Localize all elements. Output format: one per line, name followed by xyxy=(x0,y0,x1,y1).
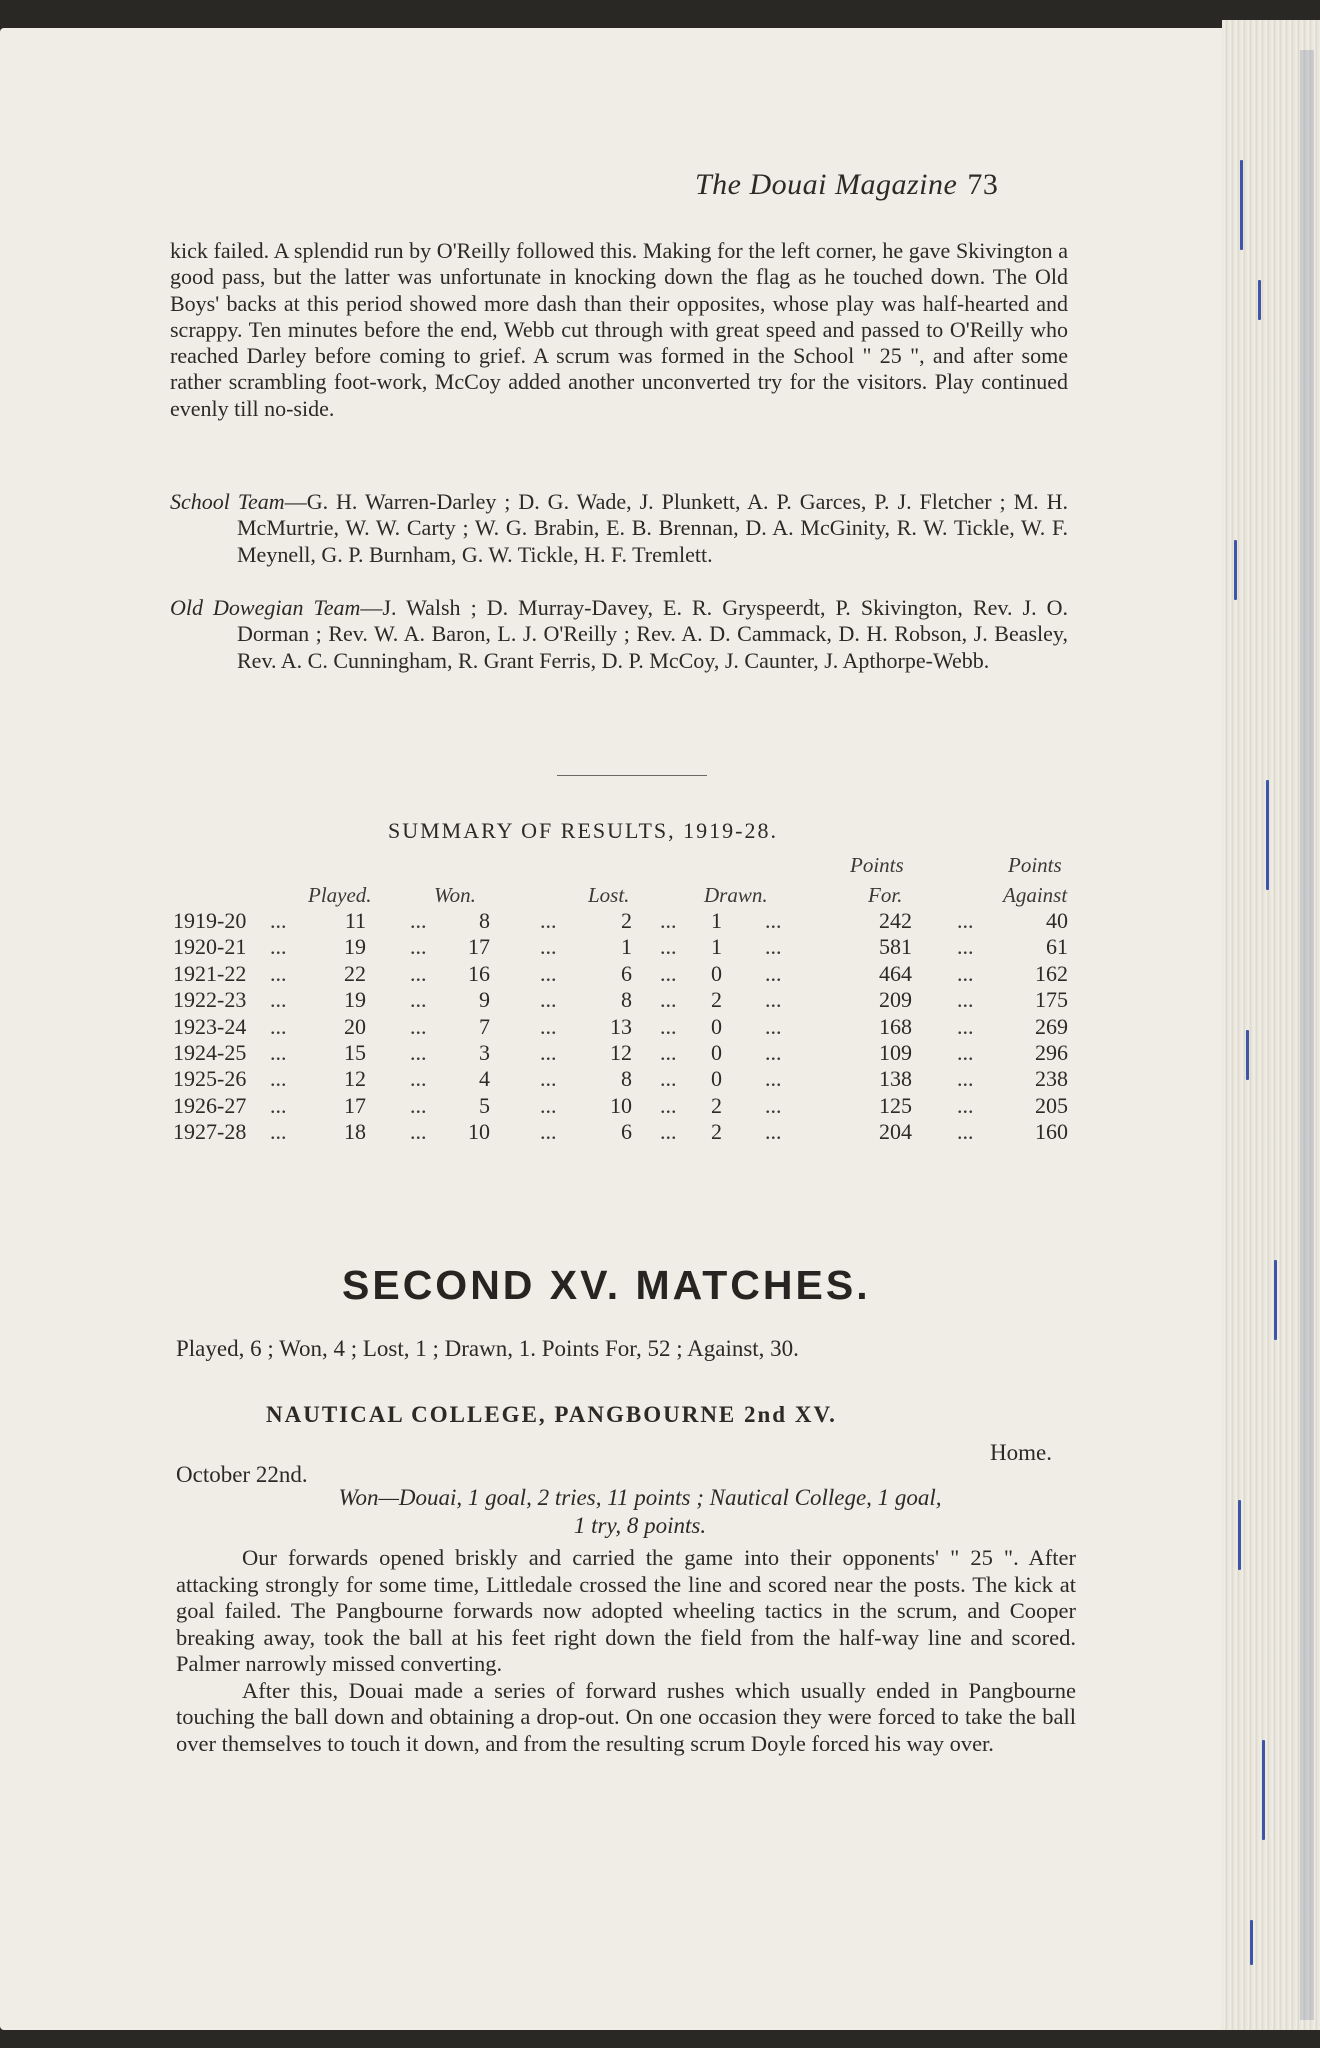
match-result-line: Won—Douai, 1 goal, 2 tries, 11 points ; Nautical College, 1 goal, xyxy=(338,1485,942,1510)
paragraph: After this, Douai made a series of forward rushes which usually ended in Pangbourne touching the ball down and obtaining a drop-out. On one occasion they were forced to take the ball over themselves to touch it down, and from the resulting scrum Doyle forced his way over. xyxy=(176,1677,1076,1756)
leader-dots: ... xyxy=(270,987,287,1013)
table-cell-for: 138 xyxy=(879,1066,912,1092)
leader-dots: ... xyxy=(540,987,557,1013)
table-cell-won: 10 xyxy=(468,1119,490,1145)
table-cell-for: 209 xyxy=(879,987,912,1013)
table-cell-drawn: 2 xyxy=(711,1119,722,1145)
leader-dots: ... xyxy=(660,1040,677,1065)
leader-dots: ... xyxy=(270,1119,287,1145)
second-xv-heading: SECOND XV. MATCHES. xyxy=(342,1262,871,1308)
match-venue: Home. xyxy=(990,1440,1052,1465)
leader-dots: ... xyxy=(270,934,287,960)
magazine-title: The Douai Magazine xyxy=(695,168,958,201)
column-header-points-against: Points xyxy=(1008,853,1062,877)
table-cell-drawn: 0 xyxy=(711,1013,722,1039)
table-cell-for: 109 xyxy=(879,1040,912,1065)
edge-mark xyxy=(1240,160,1243,250)
leader-dots: ... xyxy=(957,1092,974,1118)
leader-dots: ... xyxy=(270,1040,287,1065)
table-cell-season: 1925-26 xyxy=(173,1066,247,1092)
column-header-lost: Lost. xyxy=(588,883,630,907)
leader-dots: ... xyxy=(270,1013,287,1039)
edge-mark xyxy=(1246,1030,1249,1080)
table-cell-played: 19 xyxy=(344,934,366,960)
table-cell-for: 168 xyxy=(879,1013,912,1039)
leader-dots: ... xyxy=(410,960,427,986)
leader-dots: ... xyxy=(270,1092,287,1118)
table-cell-played: 11 xyxy=(344,908,366,933)
leader-dots: ... xyxy=(540,1040,557,1065)
team-players: —J. Walsh ; D. Murray-Davey, E. R. Gryspeerdt, P. Skivington, Rev. J. O. Dorman ; Rev. W. A. Baron, L. J. O'Reilly ; Rev. A. D. Cammack, D. H. Robson, J. Beasley, Rev. A. C. Cunningham, R. Grant Ferris, D. P. McCoy, J. Caunter, J. Apthorpe-Webb. xyxy=(237,595,1068,673)
leader-dots: ... xyxy=(957,1066,974,1092)
section-divider xyxy=(557,775,707,776)
leader-dots: ... xyxy=(765,1013,782,1039)
column-header-played: Played. xyxy=(308,883,372,907)
edge-mark xyxy=(1274,1260,1277,1340)
table-cell-won: 7 xyxy=(479,1013,490,1039)
leader-dots: ... xyxy=(410,1066,427,1092)
leader-dots: ... xyxy=(765,1066,782,1092)
table-cell-against: 162 xyxy=(1035,960,1068,986)
match-date: October 22nd. xyxy=(176,1462,308,1487)
leader-dots: ... xyxy=(660,908,677,933)
leader-dots: ... xyxy=(660,987,677,1013)
table-cell-against: 160 xyxy=(1035,1119,1068,1145)
table-cell-season: 1926-27 xyxy=(173,1092,247,1118)
column-header-drawn: Drawn. xyxy=(704,883,768,907)
table-cell-against: 296 xyxy=(1035,1040,1068,1065)
leader-dots: ... xyxy=(957,1119,974,1145)
page-number: 73 xyxy=(967,168,999,201)
leader-dots: ... xyxy=(765,1092,782,1118)
table-cell-for: 125 xyxy=(879,1092,912,1118)
edge-mark xyxy=(1262,1740,1265,1840)
column-header-points-against: Against xyxy=(1003,883,1068,907)
leader-dots: ... xyxy=(270,1066,287,1092)
table-cell-lost: 8 xyxy=(621,1066,632,1092)
leader-dots: ... xyxy=(540,1119,557,1145)
table-cell-drawn: 2 xyxy=(711,987,722,1013)
column-header-won: Won. xyxy=(434,883,476,907)
leader-dots: ... xyxy=(957,934,974,960)
table-cell-season: 1922-23 xyxy=(173,987,247,1013)
table-cell-won: 9 xyxy=(479,987,490,1013)
table-cell-for: 464 xyxy=(879,960,912,986)
table-cell-drawn: 1 xyxy=(711,908,722,933)
table-cell-drawn: 1 xyxy=(711,934,722,960)
table-cell-won: 3 xyxy=(479,1040,490,1065)
team-label: School Team xyxy=(170,489,285,514)
table-cell-won: 8 xyxy=(479,908,490,933)
running-header xyxy=(695,168,998,202)
school-team-list xyxy=(170,489,1068,568)
leader-dots: ... xyxy=(765,934,782,960)
table-cell-season: 1924-25 xyxy=(173,1040,247,1065)
paragraph: kick failed. A splendid run by O'Reilly followed this. Making for the left corner, he gave Skivington a good pass, but the latter was unfortunate in knocking down the flag as he touched down. The Old Boys' backs at this period showed more dash than their opposites, whose play was half-hearted and scrappy. Ten minutes before the end, Webb cut through with great speed and passed to O'Reilly who reached Darley before coming to grief. A scrum was formed in the School " 25 ", and after some rather scrambling foot-work, McCoy added another unconverted try for the visitors. Play continued evenly till no-side. xyxy=(170,238,1068,421)
leader-dots: ... xyxy=(765,1119,782,1145)
column-header-points-for: For. xyxy=(868,883,903,907)
table-cell-played: 12 xyxy=(344,1066,366,1092)
table-cell-played: 22 xyxy=(344,960,366,986)
leader-dots: ... xyxy=(270,960,287,986)
leader-dots: ... xyxy=(540,1066,557,1092)
edge-mark xyxy=(1266,780,1269,890)
leader-dots: ... xyxy=(957,1013,974,1039)
table-cell-lost: 6 xyxy=(621,960,632,986)
summary-title: SUMMARY OF RESULTS, 1919-28. xyxy=(388,818,778,843)
match-title: NAUTICAL COLLEGE, PANGBOURNE 2nd XV. xyxy=(266,1402,837,1427)
table-cell-played: 17 xyxy=(344,1092,366,1118)
leader-dots: ... xyxy=(540,1013,557,1039)
column-header-points-for: Points xyxy=(850,853,904,877)
table-cell-against: 175 xyxy=(1035,987,1068,1013)
leader-dots: ... xyxy=(660,960,677,986)
edge-mark xyxy=(1238,1500,1241,1570)
table-cell-against: 205 xyxy=(1035,1092,1068,1118)
leader-dots: ... xyxy=(765,987,782,1013)
team-players: —G. H. Warren-Darley ; D. G. Wade, J. Plunkett, A. P. Garces, P. J. Fletcher ; M. H. McMurtrie, W. W. Carty ; W. G. Brabin, E. B. Brennan, D. A. McGinity, R. W. Tickle, W. F. Meynell, G. P. Burnham, G. W. Tickle, H. F. Tremlett. xyxy=(237,489,1068,567)
edge-mark xyxy=(1250,1920,1253,1965)
table-cell-played: 15 xyxy=(344,1040,366,1065)
table-cell-lost: 10 xyxy=(610,1092,632,1118)
leader-dots: ... xyxy=(410,1040,427,1065)
table-cell-won: 17 xyxy=(468,934,490,960)
leader-dots: ... xyxy=(660,1092,677,1118)
edge-mark xyxy=(1258,280,1261,320)
table-cell-for: 242 xyxy=(879,908,912,933)
leader-dots: ... xyxy=(957,987,974,1013)
table-cell-played: 18 xyxy=(344,1119,366,1145)
leader-dots: ... xyxy=(957,1040,974,1065)
table-cell-drawn: 2 xyxy=(711,1092,722,1118)
leader-dots: ... xyxy=(270,908,287,933)
binding-band xyxy=(1300,50,1314,2020)
leader-dots: ... xyxy=(410,934,427,960)
leader-dots: ... xyxy=(765,908,782,933)
old-dowegian-team-list xyxy=(170,595,1068,674)
table-cell-season: 1920-21 xyxy=(173,934,247,960)
table-cell-season: 1921-22 xyxy=(173,960,247,986)
leader-dots: ... xyxy=(660,1119,677,1145)
leader-dots: ... xyxy=(540,960,557,986)
leader-dots: ... xyxy=(410,1013,427,1039)
table-cell-lost: 12 xyxy=(610,1040,632,1065)
table-cell-won: 4 xyxy=(479,1066,490,1092)
table-cell-season: 1927-28 xyxy=(173,1119,247,1145)
table-cell-won: 16 xyxy=(468,960,490,986)
table-cell-for: 204 xyxy=(879,1119,912,1145)
table-cell-lost: 8 xyxy=(621,987,632,1013)
match-result xyxy=(190,1484,1090,1540)
leader-dots: ... xyxy=(410,987,427,1013)
table-cell-lost: 2 xyxy=(621,908,632,933)
table-cell-lost: 13 xyxy=(610,1013,632,1039)
match-report-continuation xyxy=(170,238,1068,422)
table-cell-lost: 6 xyxy=(621,1119,632,1145)
leader-dots: ... xyxy=(410,1119,427,1145)
team-label: Old Dowegian Team xyxy=(170,595,361,620)
match-result-line: 1 try, 8 points. xyxy=(573,1513,707,1538)
table-cell-played: 20 xyxy=(344,1013,366,1039)
edge-mark xyxy=(1234,540,1237,600)
table-cell-lost: 1 xyxy=(621,934,632,960)
leader-dots: ... xyxy=(660,1013,677,1039)
leader-dots: ... xyxy=(765,960,782,986)
match-report xyxy=(176,1545,1076,1757)
leader-dots: ... xyxy=(765,1040,782,1065)
table-cell-played: 19 xyxy=(344,987,366,1013)
table-cell-for: 581 xyxy=(879,934,912,960)
leader-dots: ... xyxy=(540,1092,557,1118)
table-cell-against: 40 xyxy=(1046,908,1068,933)
leader-dots: ... xyxy=(957,908,974,933)
leader-dots: ... xyxy=(410,1092,427,1118)
table-cell-season: 1919-20 xyxy=(173,908,247,933)
leader-dots: ... xyxy=(540,908,557,933)
table-cell-drawn: 0 xyxy=(711,960,722,986)
table-cell-against: 238 xyxy=(1035,1066,1068,1092)
table-cell-won: 5 xyxy=(479,1092,490,1118)
leader-dots: ... xyxy=(410,908,427,933)
table-cell-drawn: 0 xyxy=(711,1040,722,1065)
leader-dots: ... xyxy=(660,934,677,960)
second-xv-summary: Played, 6 ; Won, 4 ; Lost, 1 ; Drawn, 1. Points For, 52 ; Against, 30. xyxy=(176,1336,799,1361)
table-cell-season: 1923-24 xyxy=(173,1013,247,1039)
table-cell-drawn: 0 xyxy=(711,1066,722,1092)
leader-dots: ... xyxy=(540,934,557,960)
paragraph: Our forwards opened briskly and carried the game into their opponents' " 25 ". After attacking strongly for some time, Littledale crossed the line and scored near the posts. The kick at goal failed. The Pangbourne forwards now adopted wheeling tactics in the scrum, and Cooper breaking away, took the ball at his feet right down the field from the half-way line and scored. Palmer narrowly missed converting. xyxy=(176,1545,1076,1676)
leader-dots: ... xyxy=(957,960,974,986)
leader-dots: ... xyxy=(660,1066,677,1092)
table-cell-against: 269 xyxy=(1035,1013,1068,1039)
table-cell-against: 61 xyxy=(1046,934,1068,960)
